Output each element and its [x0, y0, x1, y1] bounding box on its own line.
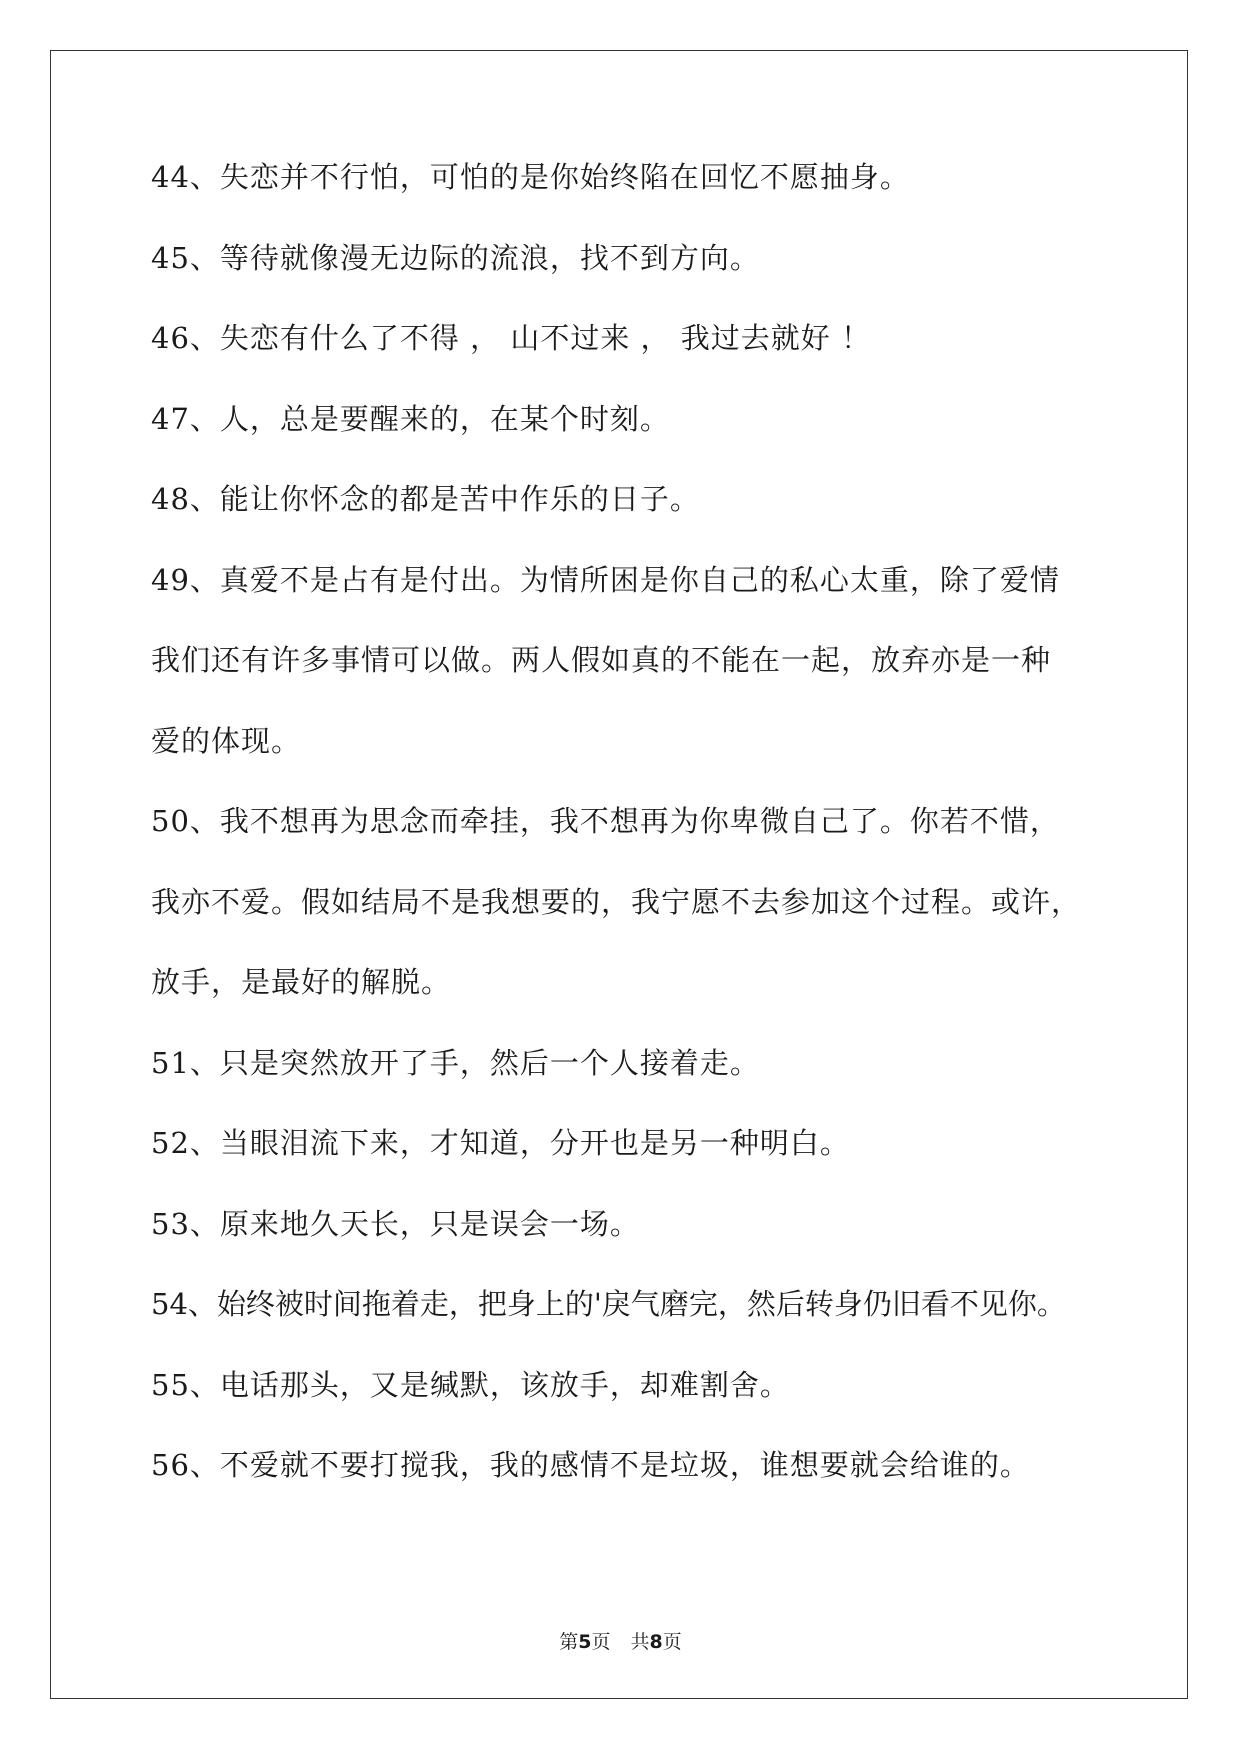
document-body	[151, 162, 1111, 1531]
text-line-49a: 49、真爱不是占有是付出。为情所困是你自己的私心太重，除了爱情	[151, 562, 1060, 597]
text-line-48: 48、能让你怀念的都是苦中作乐的日子。	[151, 482, 700, 516]
text-line-50a: 50、我不想再为思念而牵挂，我不想再为你卑微自己了。你若不惜，	[151, 804, 1060, 838]
text-line-53: 53、原来地久天长，只是误会一场。	[151, 1206, 640, 1241]
text-line-49c: 爱的体现。	[151, 723, 302, 758]
text-line-50c: 放手，是最好的解脱。	[151, 965, 452, 999]
page-prefix: 第	[559, 1631, 579, 1653]
total-prefix: 共	[630, 1631, 650, 1653]
text-line-54: 54、始终被时间拖着走，把身上的'戾气磨完，然后转身仍旧看不见你。	[151, 1287, 1066, 1321]
text-line-44: 44、失恋并不行怕，可怕的是你始终陷在回忆不愿抽身。	[151, 160, 910, 194]
text-line-51: 51、只是突然放开了手，然后一个人接着走。	[151, 1045, 760, 1080]
page-suffix: 页	[591, 1631, 611, 1653]
text-line-47: 47、人，总是要醒来的，在某个时刻。	[151, 401, 670, 436]
total-pages: 8	[649, 1631, 663, 1653]
text-line-49b: 我们还有许多事情可以做。两人假如真的不能在一起，放弃亦是一种	[151, 643, 1052, 677]
page-footer	[0, 1631, 1241, 1653]
text-line-46: 46、失恋有什么了不得 ， 山不过来 ， 我过去就好 ！	[151, 321, 871, 355]
page-number: 5	[578, 1631, 592, 1653]
text-line-56: 56、不爱就不要打搅我，我的感情不是垃圾，谁想要就会给谁的。	[151, 1448, 1030, 1482]
total-suffix: 页	[662, 1631, 682, 1653]
text-line-52: 52、当眼泪流下来，才知道，分开也是另一种明白。	[151, 1126, 850, 1160]
text-line-55: 55、电话那头，又是缄默，该放手，却难割舍。	[151, 1367, 790, 1402]
text-line-50b: 我亦不爱。假如结局不是我想要的，我宁愿不去参加这个过程。或许，	[151, 884, 1082, 919]
text-line-45: 45、等待就像漫无边际的流浪，找不到方向。	[151, 240, 760, 275]
